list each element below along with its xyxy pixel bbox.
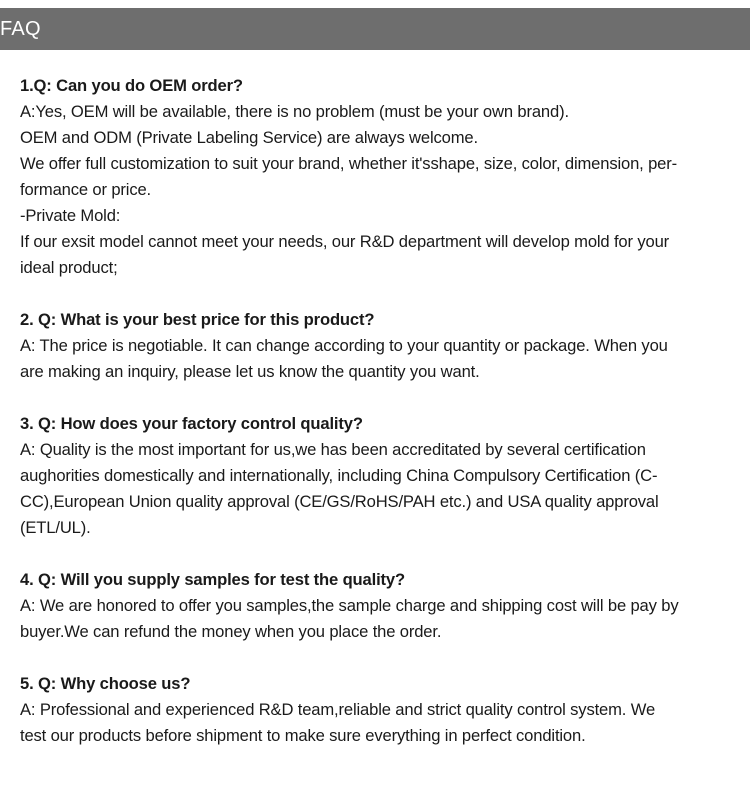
- page-title: FAQ: [0, 18, 41, 40]
- faq-item-1: [20, 73, 732, 281]
- faq-answer-line: A: We are honored to offer you samples,the sample charge and shipping cost will be pay by: [20, 596, 679, 615]
- faq-answer-line: are making an inquiry, please let us know the quantity you want.: [20, 362, 480, 381]
- faq-answer-line: We offer full customization to suit your brand, whether it'sshape, size, color, dimension, per-: [20, 154, 677, 173]
- faq-item-2: [20, 307, 732, 385]
- faq-question: 5. Q: Why choose us?: [20, 674, 191, 693]
- faq-answer-line: (ETL/UL).: [20, 518, 91, 537]
- faq-answer-line: OEM and ODM (Private Labeling Service) are always welcome.: [20, 128, 478, 147]
- faq-item-4: [20, 567, 732, 645]
- faq-question: 2. Q: What is your best price for this product?: [20, 310, 375, 329]
- faq-item-3: [20, 411, 732, 541]
- faq-answer-line: aughorities domestically and internationally, including China Compulsory Certification (C-: [20, 466, 658, 485]
- faq-header-bar: [0, 8, 750, 50]
- faq-answer-line: A:Yes, OEM will be available, there is no problem (must be your own brand).: [20, 102, 569, 121]
- faq-question: 4. Q: Will you supply samples for test the quality?: [20, 570, 405, 589]
- faq-answer-line: -Private Mold:: [20, 206, 121, 225]
- faq-answer-line: A: Professional and experienced R&D team,reliable and strict quality control system. We: [20, 700, 656, 719]
- faq-answer-line: A: Quality is the most important for us,we has been accreditated by several certification: [20, 440, 646, 459]
- faq-question: 1.Q: Can you do OEM order?: [20, 76, 243, 95]
- faq-answer-line: A: The price is negotiable. It can change according to your quantity or package. When you: [20, 336, 668, 355]
- faq-question: 3. Q: How does your factory control quality?: [20, 414, 363, 433]
- faq-answer-line: If our exsit model cannot meet your needs, our R&D department will develop mold for your: [20, 232, 670, 251]
- faq-answer-line: ideal product;: [20, 258, 118, 277]
- faq-answer-line: buyer.We can refund the money when you place the order.: [20, 622, 442, 641]
- faq-answer-line: test our products before shipment to make sure everything in perfect condition.: [20, 726, 586, 745]
- faq-answer-line: CC),European Union quality approval (CE/GS/RoHS/PAH etc.) and USA quality approval: [20, 492, 659, 511]
- faq-item-5: [20, 671, 732, 749]
- faq-answer-line: formance or price.: [20, 180, 152, 199]
- faq-list: [20, 73, 732, 775]
